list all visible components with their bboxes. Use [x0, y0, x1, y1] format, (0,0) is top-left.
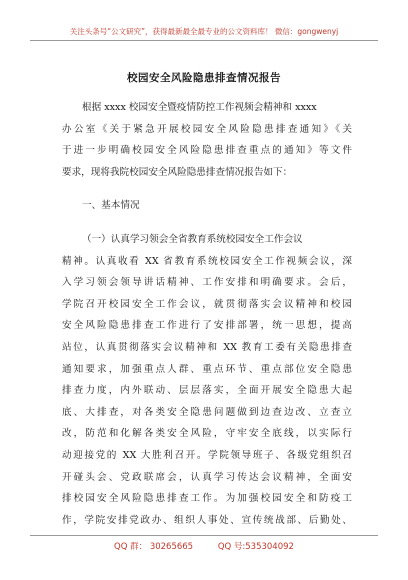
header-divider — [30, 40, 378, 41]
body-line: 精神。认真收看 XX 省教育系统校园安全工作视频会议，深 — [62, 255, 352, 267]
body-line: 动迎接党的 XX 大胜利召开。学院领导班子、各级党组织召 — [62, 449, 352, 461]
body-line: 排查力度，内外联动、层层落实，全面开展安全隐患大起 — [62, 385, 352, 397]
body-line: 办公室《关于紧急开展校园安全风险隐患排查通知》《关 — [62, 123, 352, 135]
body-line: 学院召开校园安全工作会议，就贯彻落实会议精神和校园 — [62, 298, 352, 310]
body-line: 要求，现将我院校园安全风险隐患排查情况报告如下： — [62, 166, 293, 178]
header-promo-note: 关注头条号“公文研究”，获得最新最全最专业的公文资料库！ 微信：gongwenyj — [69, 27, 339, 36]
body-line: 通知要求，加强重点人群、重点环节、重点部位安全隐患 — [62, 363, 352, 375]
body-line: 站位，认真贯彻落实会议精神和 XX 教育工委有关隐患排查 — [62, 341, 352, 353]
body-line: 开碰头会、党政联席会，认真学习传达会议精神，全面安 — [62, 471, 352, 483]
document-title: 校园安全风险隐患排查情况报告 — [127, 72, 281, 84]
body-line: 排校园安全风险隐患排查工作。为加强校园安全和防疫工 — [62, 493, 352, 505]
footer-qq-group: QQ 群： 30265665 — [114, 542, 194, 552]
section-heading: 一、基本情况 — [82, 200, 140, 212]
footer-qq-number: QQ 号:535304092 — [217, 542, 294, 552]
footer-contact — [0, 540, 408, 552]
footer-divider — [30, 535, 378, 536]
body-line: 入学习领会领导讲话精神、工作安排和明确要求。会后， — [62, 277, 352, 289]
body-line: 于进一步明确校园安全风险隐患排查重点的通知》等文件 — [62, 145, 352, 157]
body-line: 底、大排查，对各类安全隐患问题做到边查边改、立查立 — [62, 406, 352, 418]
body-line: 改，防范和化解各类安全风险，守牢安全底线，以实际行 — [62, 428, 352, 440]
body-line: 作，学院安排党政办、组织人事处、宣传统战部、后勤处、 — [62, 514, 352, 526]
body-line: 根据 xxxx 校园安全暨疫情防控工作视频会精神和 xxxx — [82, 102, 317, 113]
body-line: 安全风险隐患排查工作进行了安排部署，统一思想，提高 — [62, 320, 352, 332]
document-body — [62, 97, 352, 531]
subsection-heading: （一）认真学习领会全省教育系统校园安全工作会议 — [82, 233, 303, 245]
